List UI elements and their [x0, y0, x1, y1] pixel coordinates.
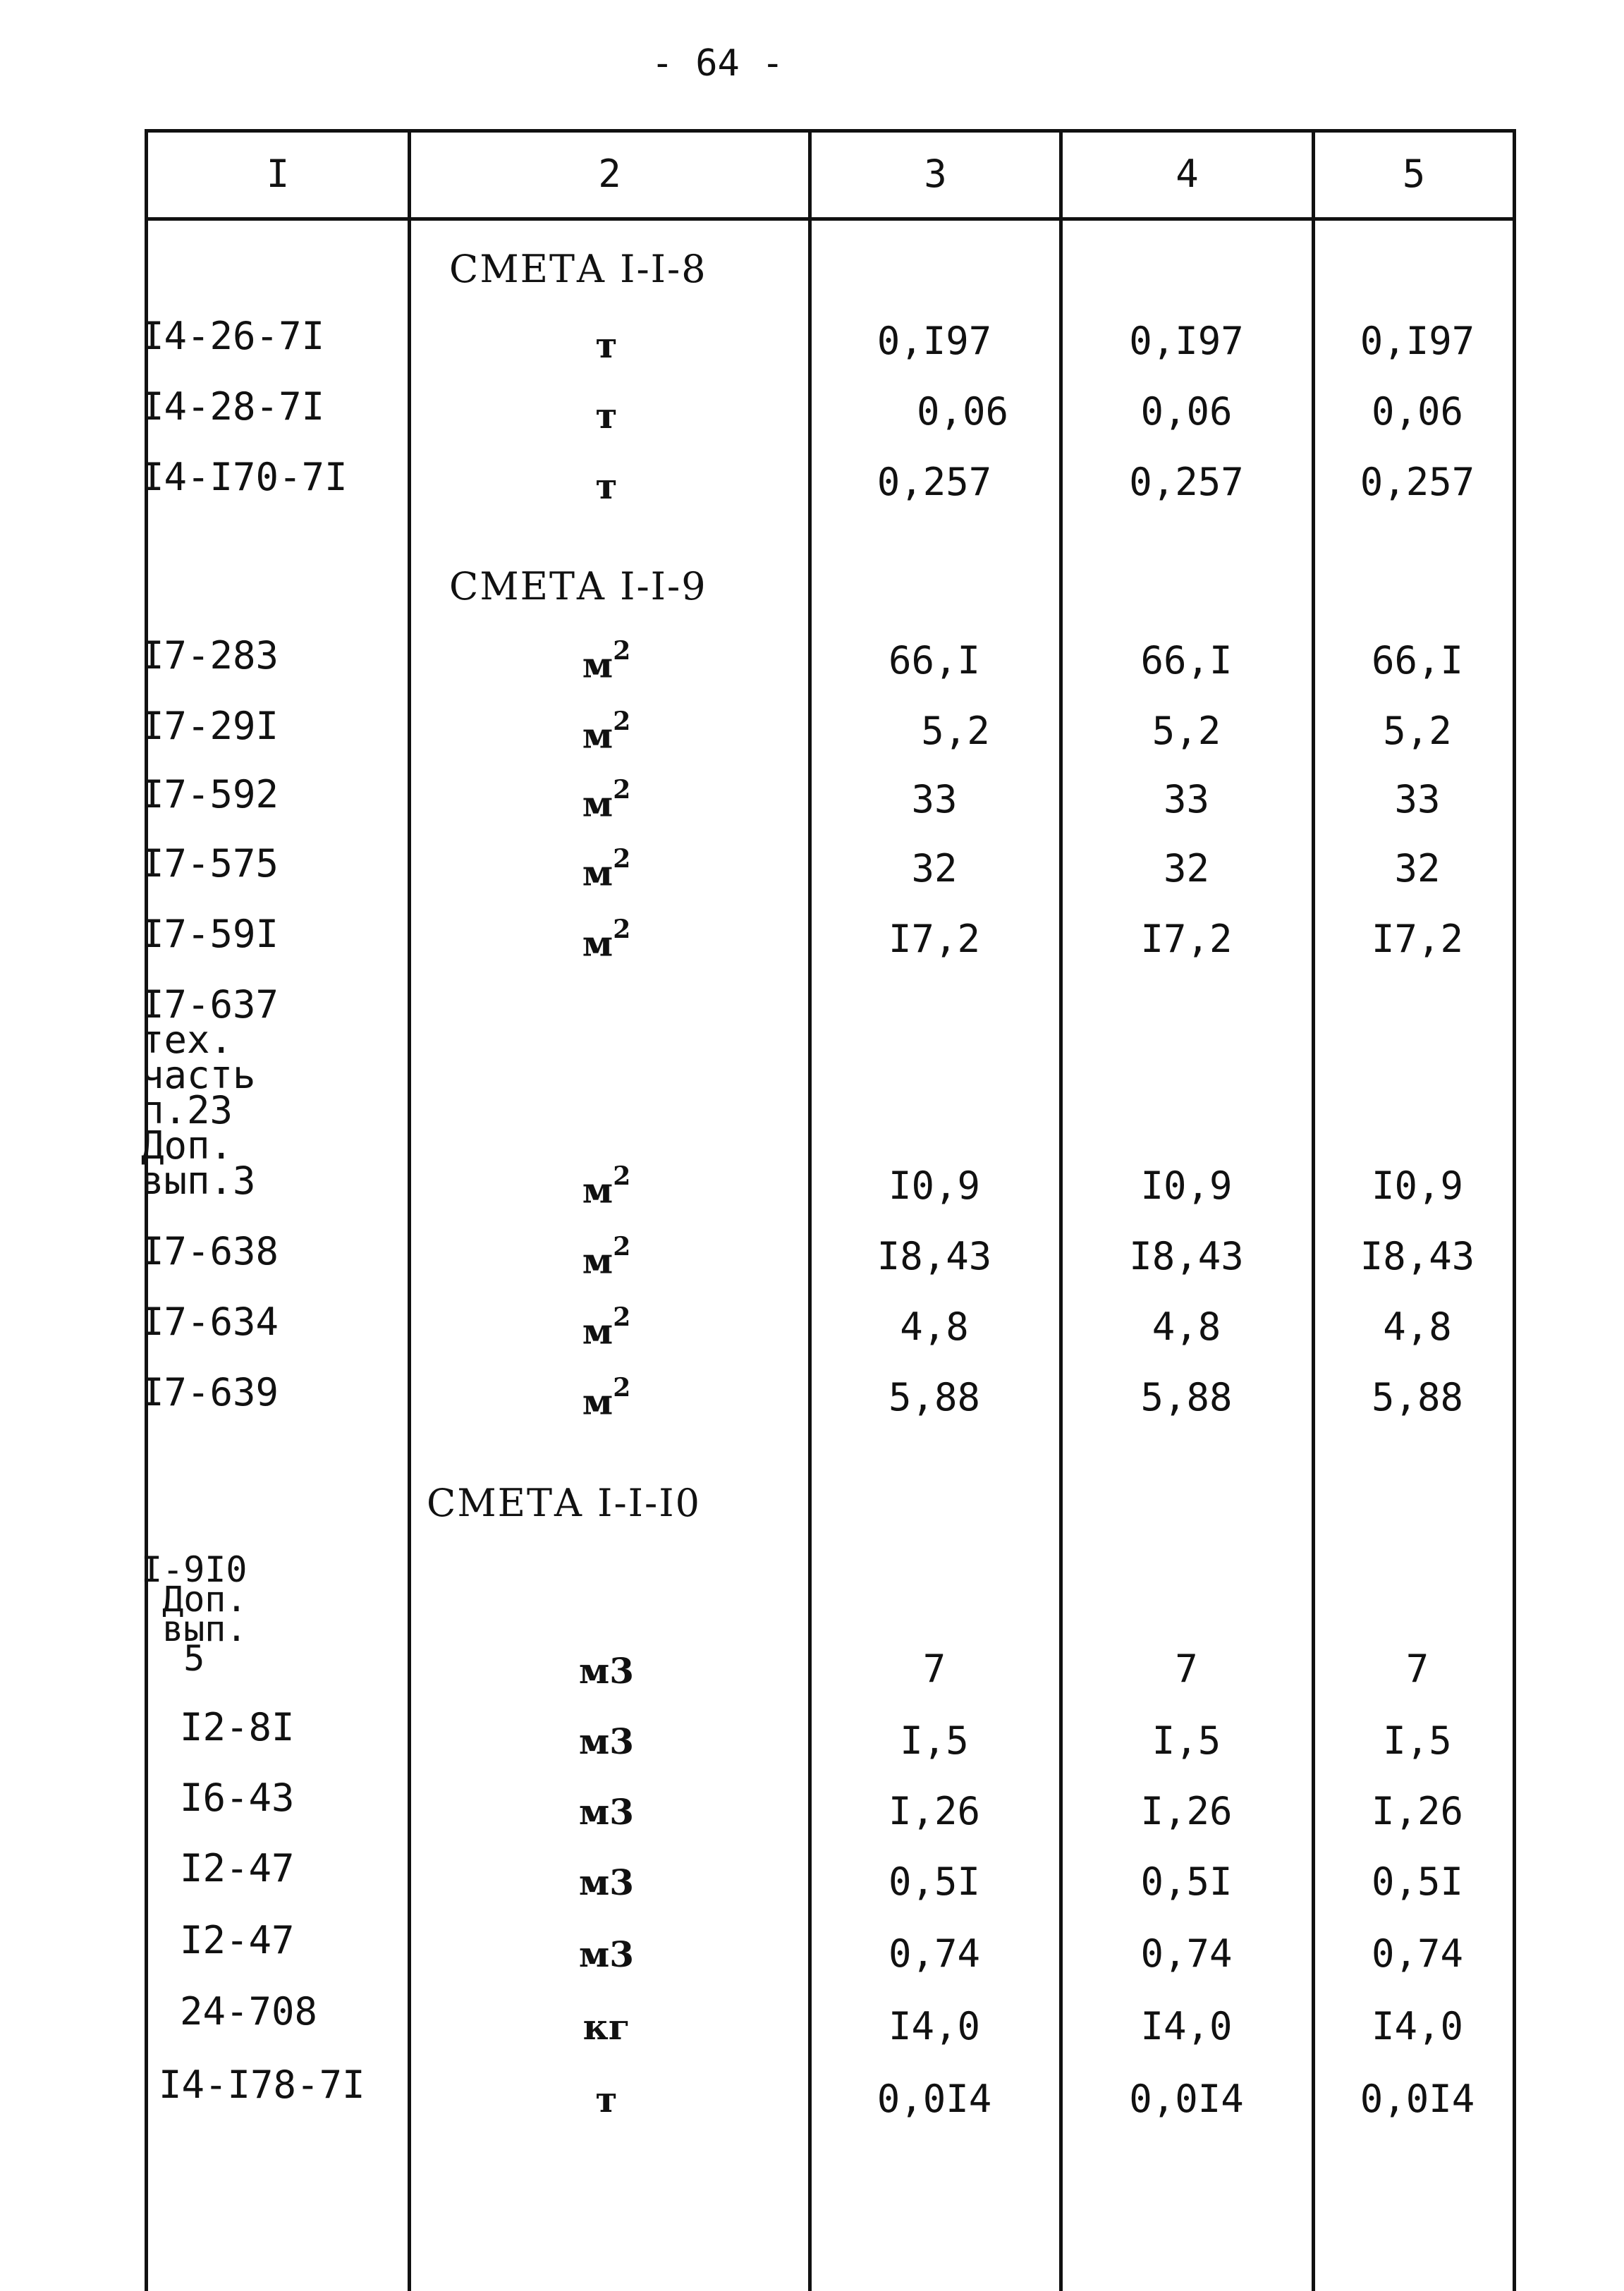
unit-text: кг	[582, 2006, 630, 2048]
code-cell: I7-592	[141, 772, 279, 817]
value-col4: I8,43	[1129, 1234, 1244, 1278]
value-col4: 5,2	[1152, 709, 1221, 753]
unit-text: м	[582, 1310, 613, 1352]
unit-superscript: 2	[613, 1302, 631, 1332]
unit-cell	[409, 2006, 804, 2048]
value-col3: 0,74	[888, 1931, 981, 1976]
unit-cell	[409, 1232, 804, 1282]
value-col3: I0,9	[888, 1163, 981, 1208]
value-col5: I0,9	[1371, 1163, 1464, 1208]
code-cell: I4-28-7I	[141, 384, 325, 429]
table-top-border	[145, 129, 1516, 133]
header-cell-3: 3	[924, 152, 947, 196]
value-col5: I,26	[1371, 1789, 1464, 1833]
unit-cell	[409, 1862, 804, 1903]
unit-text: м3	[578, 1650, 635, 1692]
value-col4: 0,I97	[1129, 319, 1244, 363]
value-col3: 33	[911, 777, 958, 821]
value-col3: I,26	[888, 1789, 981, 1833]
value-col4: 4,8	[1152, 1305, 1221, 1349]
value-col3: I7,2	[888, 917, 981, 961]
value-col3: I,5	[900, 1718, 969, 1763]
value-col5: 0,06	[1371, 389, 1464, 434]
unit-text: м	[582, 1381, 613, 1423]
unit-cell	[409, 1721, 804, 1762]
unit-cell	[409, 1791, 804, 1833]
value-col3: 66,I	[888, 638, 981, 683]
value-col5: 66,I	[1371, 638, 1464, 683]
unit-cell	[409, 395, 804, 436]
unit-text: м	[582, 644, 613, 686]
code-cell: I4-I78-7I	[159, 2063, 365, 2107]
unit-text: т	[595, 465, 618, 507]
value-col4: 7	[1175, 1647, 1198, 1691]
header-cell-4: 4	[1176, 152, 1199, 196]
unit-text: м3	[578, 1721, 635, 1762]
value-col4: 0,0I4	[1129, 2077, 1244, 2121]
unit-text: т	[595, 395, 618, 436]
value-col3: 0,06	[916, 389, 1009, 434]
value-col4: 0,06	[1140, 389, 1233, 434]
code-cell: I7-29I	[141, 704, 279, 748]
value-col5: 7	[1405, 1647, 1429, 1691]
code-cell: I7-634	[141, 1300, 279, 1344]
value-col4: I,26	[1140, 1789, 1233, 1833]
unit-cell	[409, 324, 804, 366]
value-col5: I7,2	[1371, 917, 1464, 961]
value-col5: 0,5I	[1371, 1859, 1464, 1904]
unit-superscript: 2	[613, 844, 631, 874]
value-col5: 5,2	[1383, 709, 1452, 753]
value-col3: 5,88	[888, 1375, 981, 1419]
unit-text: м	[582, 1240, 613, 1282]
unit-text: м	[582, 783, 613, 825]
value-col5: 0,74	[1371, 1931, 1464, 1976]
value-col4: 0,5I	[1140, 1859, 1233, 1904]
unit-text: м	[582, 1169, 613, 1211]
value-col5: 5,88	[1371, 1375, 1464, 1419]
unit-cell	[409, 1933, 804, 1975]
value-col5: I4,0	[1371, 2004, 1464, 2048]
unit-cell	[409, 1161, 804, 1211]
value-col4: 32	[1163, 846, 1210, 891]
value-col3: 7	[922, 1647, 946, 1691]
value-col4: 0,74	[1140, 1931, 1233, 1976]
unit-superscript: 2	[613, 1161, 631, 1191]
unit-text: т	[595, 324, 618, 366]
code-cell: 24-708	[180, 1989, 318, 2034]
value-col4: I,5	[1152, 1718, 1221, 1763]
value-col4: 5,88	[1140, 1375, 1233, 1419]
unit-superscript: 2	[613, 636, 631, 666]
value-col5: 33	[1394, 777, 1441, 821]
header-cell-1: I	[266, 152, 290, 196]
value-col3: I8,43	[877, 1234, 992, 1278]
value-col5: I8,43	[1360, 1234, 1475, 1278]
value-col3: 5,2	[921, 709, 990, 753]
unit-cell	[409, 465, 804, 507]
code-cell: I7-283	[141, 633, 279, 678]
unit-superscript: 2	[613, 1373, 631, 1403]
value-col3: 0,I97	[877, 319, 992, 363]
unit-cell	[409, 915, 804, 965]
unit-text: м3	[578, 1933, 635, 1975]
value-col4: 0,257	[1129, 460, 1244, 504]
value-col5: 0,257	[1360, 460, 1475, 504]
header-cell-2: 2	[598, 152, 621, 196]
unit-superscript: 2	[613, 775, 631, 805]
unit-text: м3	[578, 1791, 635, 1833]
section-title: СМЕТА I-I-8	[449, 247, 707, 291]
unit-superscript: 2	[613, 915, 631, 944]
value-col5: 0,I97	[1360, 319, 1475, 363]
unit-cell	[409, 1302, 804, 1352]
unit-text: т	[595, 2079, 618, 2120]
unit-text: м	[582, 714, 613, 757]
value-col4: I0,9	[1140, 1163, 1233, 1208]
value-col3: 0,257	[877, 460, 992, 504]
code-cell: I4-26-7I	[141, 314, 325, 358]
unit-cell	[409, 1373, 804, 1423]
unit-cell	[409, 636, 804, 686]
value-col3: 0,5I	[888, 1859, 981, 1904]
code-cell: I7-638	[141, 1229, 279, 1273]
unit-text: м	[582, 922, 613, 965]
header-cell-5: 5	[1402, 152, 1426, 196]
code-cell: I-9I0 Доп. вып. 5	[141, 1549, 248, 1679]
section-title: СМЕТА I-I-I0	[427, 1481, 701, 1525]
code-cell: I4-I70-7I	[141, 455, 348, 499]
page-number: - 64 -	[651, 42, 784, 85]
unit-cell	[409, 707, 804, 757]
value-col4: 66,I	[1140, 638, 1233, 683]
header-bottom-border	[145, 217, 1516, 221]
section-title: СМЕТА I-I-9	[449, 564, 707, 609]
value-col5: I,5	[1383, 1718, 1452, 1763]
value-col4: I7,2	[1140, 917, 1233, 961]
unit-superscript: 2	[613, 1232, 631, 1261]
value-col3: 0,0I4	[877, 2077, 992, 2121]
unit-superscript: 2	[613, 707, 631, 736]
unit-cell	[409, 844, 804, 894]
unit-cell	[409, 1650, 804, 1692]
col-divider-0	[145, 129, 148, 2291]
code-cell: I7-59I	[141, 912, 279, 956]
unit-cell	[409, 775, 804, 825]
value-col5: 32	[1394, 846, 1441, 891]
code-cell: I7-575	[141, 841, 279, 886]
unit-cell	[409, 2079, 804, 2120]
code-cell: I2-47	[180, 1918, 295, 1962]
value-col5: 4,8	[1383, 1305, 1452, 1349]
code-cell: I2-47	[180, 1846, 295, 1890]
value-col3: 4,8	[900, 1305, 969, 1349]
unit-text: м3	[578, 1862, 635, 1903]
value-col4: I4,0	[1140, 2004, 1233, 2048]
code-cell: I7-637 тех. часть п.23 Доп. вып.3	[141, 982, 279, 1203]
unit-text: м	[582, 852, 613, 894]
value-col5: 0,0I4	[1360, 2077, 1475, 2121]
code-cell: I7-639	[141, 1370, 279, 1415]
code-cell: I6-43	[180, 1776, 295, 1820]
code-cell: I2-8I	[180, 1705, 295, 1749]
value-col3: I4,0	[888, 2004, 981, 2048]
value-col3: 32	[911, 846, 958, 891]
value-col4: 33	[1163, 777, 1210, 821]
